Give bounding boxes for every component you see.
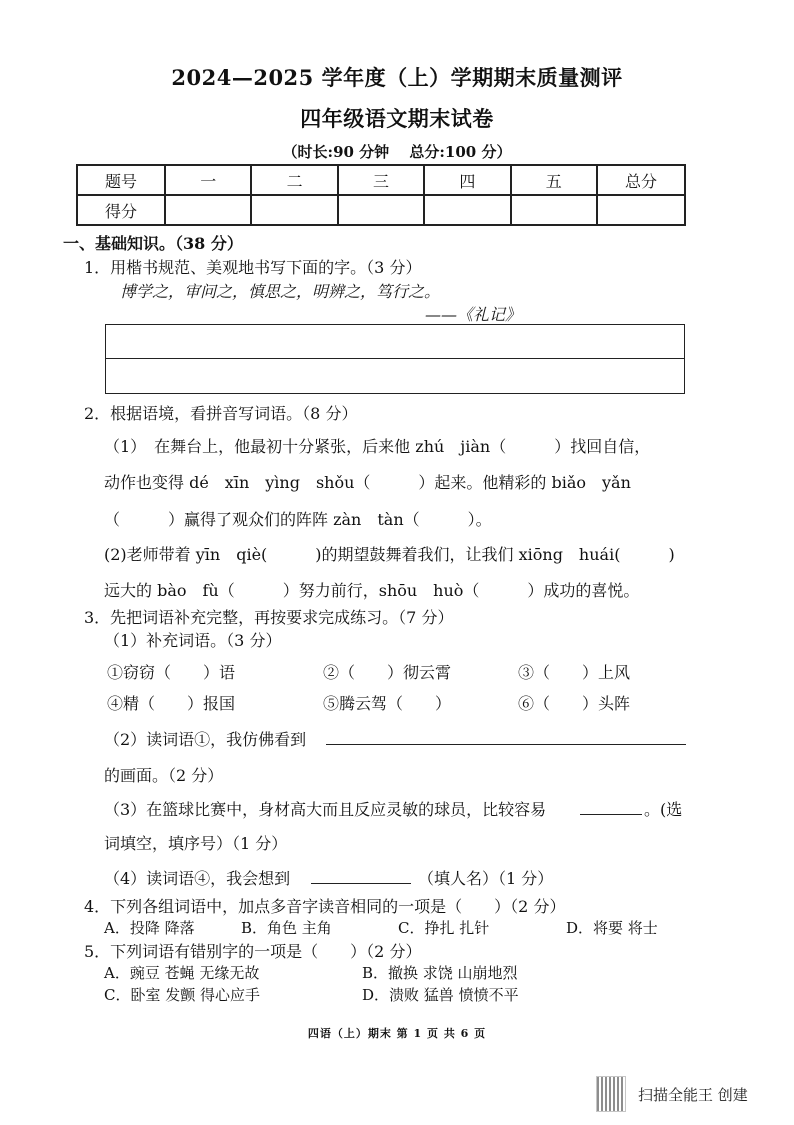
q3-item: ②（ ）彻云霄 xyxy=(323,663,452,682)
q5-option: A．豌豆 苍蝇 无缘无故 xyxy=(104,964,260,982)
qr-code-icon xyxy=(596,1076,626,1112)
exam-subtitle: 四年级语文期末试卷 xyxy=(300,106,494,131)
q3-sub4: （4）读词语④，我会想到 xyxy=(104,869,291,888)
score-input[interactable] xyxy=(165,195,251,225)
q3-item: ⑤腾云驾（ ） xyxy=(323,694,452,713)
score-input[interactable] xyxy=(338,195,424,225)
score-cell: 四 xyxy=(424,165,510,195)
q2-line: （ ）赢得了观众们的阵阵 zàn tàn（ ）。 xyxy=(104,510,492,529)
q5-prompt: 5．下列词语有错别字的一项是（ ）（2 分） xyxy=(84,942,422,961)
q3-sub3: （3）在篮球比赛中，身材高大而且反应灵敏的球员，比较容易 xyxy=(104,800,547,819)
score-cell: 一 xyxy=(165,165,251,195)
q4-prompt: 4．下列各组词语中，加点多音字读音相同的一项是（ ）（2 分） xyxy=(84,897,566,916)
score-cell: 总分 xyxy=(597,165,685,195)
section-heading: 一、基础知识。（38 分） xyxy=(63,234,243,253)
exam-title: 2024—2025 学年度（上）学期期末质量测评 xyxy=(171,65,623,90)
q3-sub3-end: 。(选 xyxy=(644,800,683,819)
q5-option: C．卧室 发颤 得心应手 xyxy=(104,986,261,1004)
q3-sub1: （1）补充词语。（3 分） xyxy=(104,631,282,650)
q2-line: （1） 在舞台上，他最初十分紧张，后来他 zhú jiàn（ ）找回自信， xyxy=(104,437,651,456)
score-cell: 题号 xyxy=(77,165,165,195)
answer-blank[interactable] xyxy=(326,744,686,745)
q1-source: ——《礼记》 xyxy=(425,305,522,324)
q3-item: ⑥（ ）头阵 xyxy=(518,694,631,713)
q1-quote: 博学之，审问之，慎思之，明辨之，笃行之。 xyxy=(120,282,441,301)
score-input[interactable] xyxy=(511,195,597,225)
score-cell: 三 xyxy=(338,165,424,195)
q3-item: ①窃窃（ ）语 xyxy=(107,663,236,682)
q1-prompt: 1．用楷书规范、美观地书写下面的字。（3 分） xyxy=(84,258,422,277)
score-cell: 二 xyxy=(251,165,337,195)
scanner-watermark: 扫描全能王 创建 xyxy=(638,1086,748,1104)
exam-meta: （时长:90 分钟 总分:100 分） xyxy=(282,143,512,161)
score-table xyxy=(76,164,686,226)
score-input[interactable] xyxy=(424,195,510,225)
q2-line: 动作也变得 dé xīn yìng shǒu（ ）起来。他精彩的 biǎo yǎn xyxy=(104,473,631,492)
q4-option: D．将要 将士 xyxy=(566,919,658,937)
q3-sub3-tail: 词填空，填序号）（1 分） xyxy=(104,834,288,853)
q3-item: ④精（ ）报国 xyxy=(107,694,236,713)
q2-line: 远大的 bào fù（ ）努力前行，shōu huò（ ）成功的喜悦。 xyxy=(104,581,640,600)
answer-blank[interactable] xyxy=(580,814,642,815)
handwriting-box[interactable] xyxy=(105,324,685,394)
score-input[interactable] xyxy=(597,195,685,225)
page-footer: 四语（上）期末 第 1 页 共 6 页 xyxy=(307,1027,487,1040)
q4-option: A．投降 降落 xyxy=(104,919,195,937)
score-cell: 五 xyxy=(511,165,597,195)
q3-sub4-tail: （填人名）（1 分） xyxy=(418,869,554,888)
q3-sub2-tail: 的画面。（2 分） xyxy=(104,766,224,785)
q2-prompt: 2．根据语境，看拼音写词语。（8 分） xyxy=(84,404,358,423)
answer-blank[interactable] xyxy=(311,883,411,884)
score-table-header-row xyxy=(77,165,685,195)
score-input[interactable] xyxy=(251,195,337,225)
q2-line: (2)老师带着 yīn qiè( )的期望鼓舞着我们，让我们 xiōng huái( ) xyxy=(104,545,675,564)
score-label: 得分 xyxy=(77,195,165,225)
handwriting-divider xyxy=(106,358,684,359)
q4-option: B．角色 主角 xyxy=(241,919,332,937)
q3-sub2: （2）读词语①，我仿佛看到 xyxy=(104,730,307,749)
q3-prompt: 3．先把词语补充完整，再按要求完成练习。（7 分） xyxy=(84,608,454,627)
q5-option: D．溃败 猛兽 愤愤不平 xyxy=(362,986,519,1004)
q3-item: ③（ ）上风 xyxy=(518,663,631,682)
q4-option: C．挣扎 扎针 xyxy=(398,919,490,937)
q5-option: B．撤换 求饶 山崩地烈 xyxy=(362,964,518,982)
score-table-score-row xyxy=(77,195,685,225)
